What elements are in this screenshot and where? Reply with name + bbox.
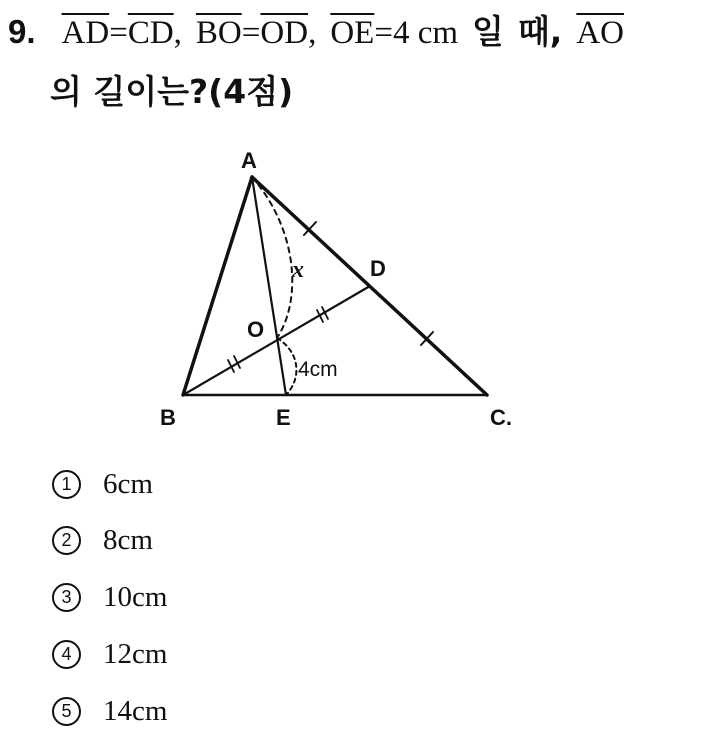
choice-marker: 3 bbox=[52, 583, 81, 612]
label-length: 4cm bbox=[298, 358, 338, 381]
segment-bo: $\overline{BO}$ bbox=[195, 15, 242, 51]
choice-5[interactable] bbox=[52, 693, 167, 729]
label-c: C. bbox=[490, 405, 512, 430]
comma: , bbox=[308, 15, 317, 51]
choice-value: 14cm bbox=[103, 694, 168, 727]
choice-marker: 2 bbox=[52, 526, 81, 555]
equals-sign: = bbox=[241, 15, 261, 51]
label-d: D bbox=[370, 256, 386, 281]
choice-marker: 4 bbox=[52, 640, 81, 669]
choice-marker: 5 bbox=[52, 697, 81, 726]
choice-value: 6cm bbox=[103, 467, 153, 500]
choice-4[interactable] bbox=[52, 636, 167, 672]
label-x: x bbox=[292, 257, 304, 283]
label-e: E bbox=[276, 405, 291, 430]
label-o: O bbox=[247, 317, 265, 342]
choice-3[interactable] bbox=[52, 579, 167, 615]
equals-sign: = bbox=[109, 15, 128, 51]
segment-ad: $\overline{AD}$ bbox=[61, 15, 110, 51]
choice-value: 12cm bbox=[103, 637, 168, 670]
question-points: (4점) bbox=[208, 72, 294, 111]
comma: , bbox=[173, 15, 182, 51]
dashed-arc-ao bbox=[252, 177, 292, 338]
equals-sign: = bbox=[374, 15, 393, 51]
segment-od: $\overline{OD}$ bbox=[260, 15, 309, 51]
choice-2[interactable] bbox=[52, 522, 153, 558]
choice-1[interactable] bbox=[52, 466, 153, 502]
side-ab bbox=[183, 177, 252, 395]
choice-value: 10cm bbox=[103, 580, 168, 613]
choice-value: 8cm bbox=[103, 523, 153, 556]
question-line-2 bbox=[50, 72, 293, 113]
segment-ao: $\overline{AO}$ bbox=[576, 15, 624, 51]
label-b: B bbox=[160, 405, 176, 430]
question-number: 9. bbox=[8, 13, 36, 50]
question-line-1 bbox=[8, 12, 624, 53]
question-text: 의 길이는? bbox=[50, 72, 209, 111]
given-length: 4 cm bbox=[392, 15, 459, 51]
segment-ae bbox=[252, 177, 286, 395]
word-ttae: 때, bbox=[517, 12, 563, 51]
segment-oe: $\overline{OE}$ bbox=[330, 15, 375, 51]
choice-marker: 1 bbox=[52, 470, 81, 499]
label-a: A bbox=[241, 148, 257, 173]
segment-cd: $\overline{CD}$ bbox=[127, 15, 174, 51]
triangle-figure bbox=[150, 140, 530, 440]
dashed-arc-oe bbox=[277, 338, 296, 395]
word-il: 일 bbox=[472, 12, 504, 51]
